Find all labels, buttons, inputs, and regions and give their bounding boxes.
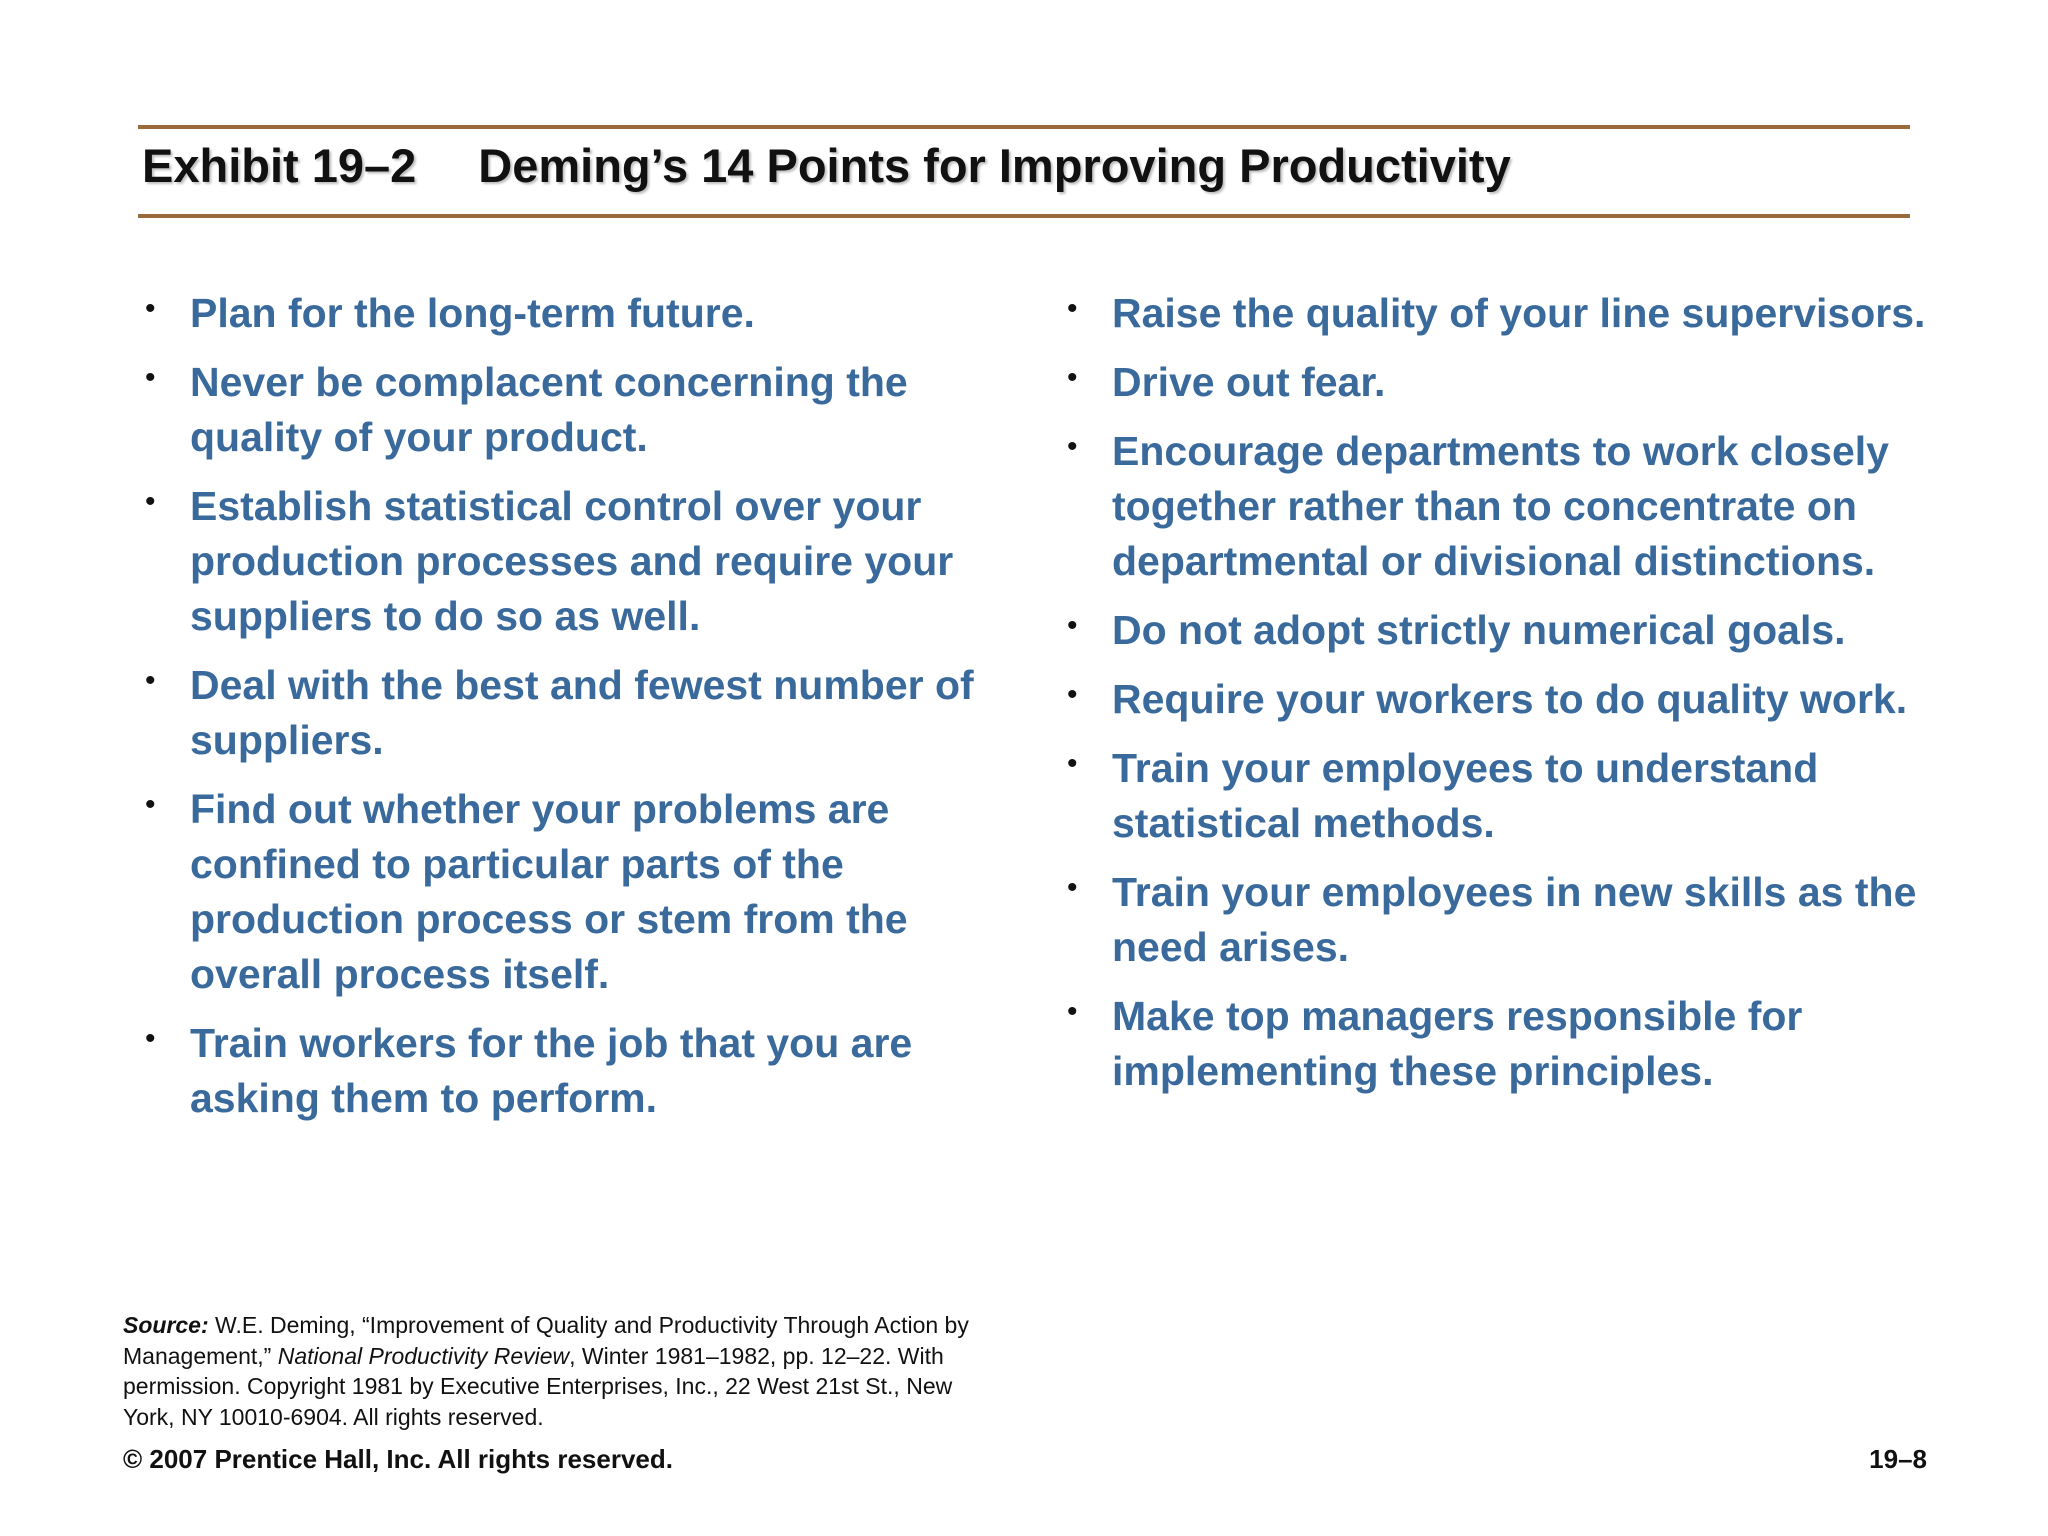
point-text: Plan for the long-term future. — [190, 290, 755, 336]
exhibit-title: Deming’s 14 Points for Improving Productivity — [478, 139, 1511, 192]
list-item — [1062, 286, 1932, 341]
point-text: Establish statistical control over your production processes and require your suppliers to do so as well. — [190, 483, 954, 639]
bullet-icon: • — [145, 1022, 156, 1055]
left-points-list — [140, 286, 1020, 1140]
bullet-icon: • — [1067, 747, 1078, 780]
list-item — [140, 658, 1020, 768]
page-number: 19–8 — [1869, 1444, 1927, 1474]
bullet-icon: • — [145, 485, 156, 518]
right-points-list — [1062, 286, 1932, 1113]
source-citation — [123, 1310, 1003, 1432]
bullet-icon: • — [145, 361, 156, 394]
point-text: Train your employees to understand statistical methods. — [1112, 745, 1819, 846]
source-publication: National Productivity Review — [277, 1342, 570, 1369]
point-text: Do not adopt strictly numerical goals. — [1112, 607, 1846, 653]
source-text-before: W.E. Deming, “Improvement of Quality and Productivity Through Action by Management,” — [123, 1312, 969, 1369]
point-text: Drive out fear. — [1112, 359, 1386, 405]
title-bottom-rule — [138, 214, 1910, 218]
list-item — [140, 355, 1020, 465]
point-text: Encourage departments to work closely together rather than to concentrate on departmental or divisional distinctions. — [1112, 428, 1889, 584]
list-item — [140, 479, 1020, 644]
point-text: Find out whether your problems are confined to particular parts of the production process or stem from the overall process itself. — [190, 786, 908, 997]
bullet-icon: • — [145, 664, 156, 697]
list-item — [140, 286, 1020, 341]
point-text: Train workers for the job that you are asking them to perform. — [190, 1020, 913, 1121]
list-item — [1062, 603, 1932, 658]
slide-title — [142, 138, 1511, 193]
bullet-icon: • — [1067, 430, 1078, 463]
bullet-icon: • — [1067, 995, 1078, 1028]
point-text: Require your workers to do quality work. — [1112, 676, 1908, 722]
bullet-icon: • — [1067, 361, 1078, 394]
point-text: Make top managers responsible for implementing these principles. — [1112, 993, 1803, 1094]
bullet-icon: • — [1067, 678, 1078, 711]
point-text: Never be complacent concerning the quality of your product. — [190, 359, 908, 460]
list-item — [1062, 741, 1932, 851]
bullet-icon: • — [1067, 871, 1078, 904]
list-item — [1062, 865, 1932, 975]
bullet-icon: • — [145, 788, 156, 821]
title-top-rule — [138, 125, 1910, 129]
point-text: Train your employees in new skills as the need arises. — [1112, 869, 1917, 970]
point-text: Raise the quality of your line supervisors. — [1112, 290, 1926, 336]
copyright-notice: © 2007 Prentice Hall, Inc. All rights reserved. — [123, 1444, 673, 1474]
source-label: Source: — [123, 1312, 209, 1338]
bullet-icon: • — [1067, 292, 1078, 325]
list-item — [1062, 989, 1932, 1099]
list-item — [1062, 355, 1932, 410]
exhibit-number: Exhibit 19–2 — [142, 139, 417, 192]
list-item — [1062, 424, 1932, 589]
point-text: Deal with the best and fewest number of suppliers. — [190, 662, 974, 763]
bullet-icon: • — [145, 292, 156, 325]
list-item — [1062, 672, 1932, 727]
bullet-icon: • — [1067, 609, 1078, 642]
source-text-after: , Winter 1981–1982, pp. 12–22. With permission. Copyright 1981 by Executive Enterprises, Inc., 22 West 21st St., New York, NY 10010-6904. All rights reserved. — [123, 1342, 953, 1430]
list-item — [140, 1016, 1020, 1126]
list-item — [140, 782, 1020, 1002]
